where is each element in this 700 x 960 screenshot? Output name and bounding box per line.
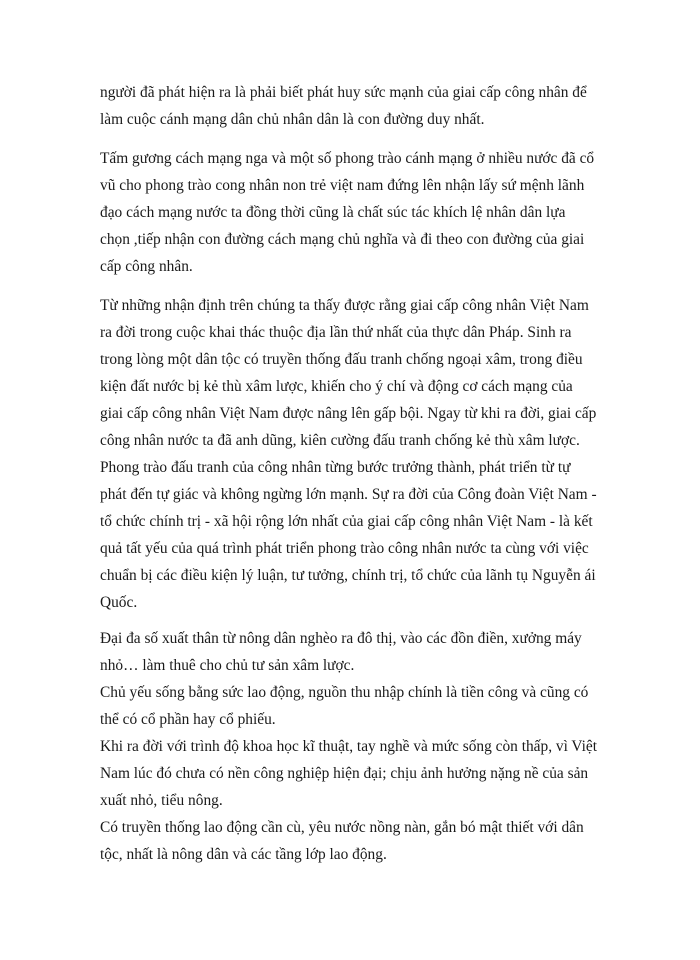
paragraph-skill-level [100,733,600,814]
text-line: Từ những nhận định trên chúng ta thấy được rằng giai cấp công nhân Việt Nam [100,297,589,314]
text-line: kiện đất nước bị kẻ thù xâm lược, khiến cho ý chí và động cơ cách mạng của [100,378,573,395]
text-line: Đại đa số xuất thân từ nông dân nghèo ra đô thị, vào các đồn điền, xưởng máy [100,630,582,647]
text-line: Chủ yếu sống bằng sức lao động, nguồn thu nhập chính là tiền công và cũng có [100,684,589,701]
text-line: làm cuộc cánh mạng dân chủ nhân dân là con đường duy nhất. [100,111,485,128]
text-line: tổ chức chính trị - xã hội rộng lớn nhất của giai cấp công nhân Việt Nam - là kết [100,513,593,530]
text-line: công nhân nước ta đã anh dũng, kiên cường đấu tranh chống kẻ thù xâm lược. [100,432,580,449]
text-line: Phong trào đấu tranh của công nhân từng bước trưởng thành, phát triển từ tự [100,459,571,476]
text-line: chọn ,tiếp nhận con đường cách mạng chủ nghĩa và đi theo con đường của giai [100,231,585,248]
text-line: tộc, nhất là nông dân và các tầng lớp lao động. [100,846,387,863]
text-line: giai cấp công nhân Việt Nam được nâng lên gấp bội. Ngay từ khi ra đời, giai cấp [100,405,597,422]
paragraph-peasant-origin [100,625,600,679]
text-line: đạo cách mạng nước ta đồng thời cũng là chất súc tác khích lệ nhân dân lựa [100,204,566,221]
text-line: Khi ra đời với trình độ khoa học kĩ thuật, tay nghề và mức sống còn thấp, vì Việt [100,738,598,755]
paragraph-working-class-origin [100,292,600,616]
paragraph-livelihood [100,679,600,733]
paragraph-tradition [100,814,600,868]
paragraph-intro-conclusion [100,79,600,133]
text-line: người đã phát hiện ra là phải biết phát huy sức mạnh của giai cấp công nhân để [100,84,587,101]
text-line: cấp công nhân. [100,258,193,275]
text-line: Tấm gương cách mạng nga và một số phong trào cánh mạng ở nhiều nước đã cổ [100,150,595,167]
paragraph-russian-revolution [100,145,600,280]
text-line: chuẩn bị các điều kiện lý luận, tư tưởng, chính trị, tổ chức của lãnh tụ Nguyễn ái [100,567,596,584]
text-line: quả tất yếu của quá trình phát triển phong trào công nhân nước ta cùng với việc [100,540,589,557]
text-line: Quốc. [100,594,138,611]
text-line: xuất nhỏ, tiểu nông. [100,792,223,809]
text-line: trong lòng một dân tộc có truyền thống đấu tranh chống ngoại xâm, trong điều [100,351,583,368]
text-line: Nam lúc đó chưa có nền công nghiệp hiện đại; chịu ảnh hưởng nặng nề của sản [100,765,589,782]
text-line: vũ cho phong trào cong nhân non trẻ việt nam đứng lên nhận lấy sứ mệnh lãnh [100,177,585,194]
text-line: thể có cổ phần hay cổ phiếu. [100,711,276,728]
text-line: nhỏ… làm thuê cho chủ tư sản xâm lược. [100,657,355,674]
text-line: ra đời trong cuộc khai thác thuộc địa lần thứ nhất của thực dân Pháp. Sinh ra [100,324,572,341]
text-line: phát đến tự giác và không ngừng lớn mạnh. Sự ra đời của Công đoàn Việt Nam - [100,486,597,503]
text-line: Có truyền thống lao động cần cù, yêu nước nồng nàn, gắn bó mật thiết với dân [100,819,584,836]
